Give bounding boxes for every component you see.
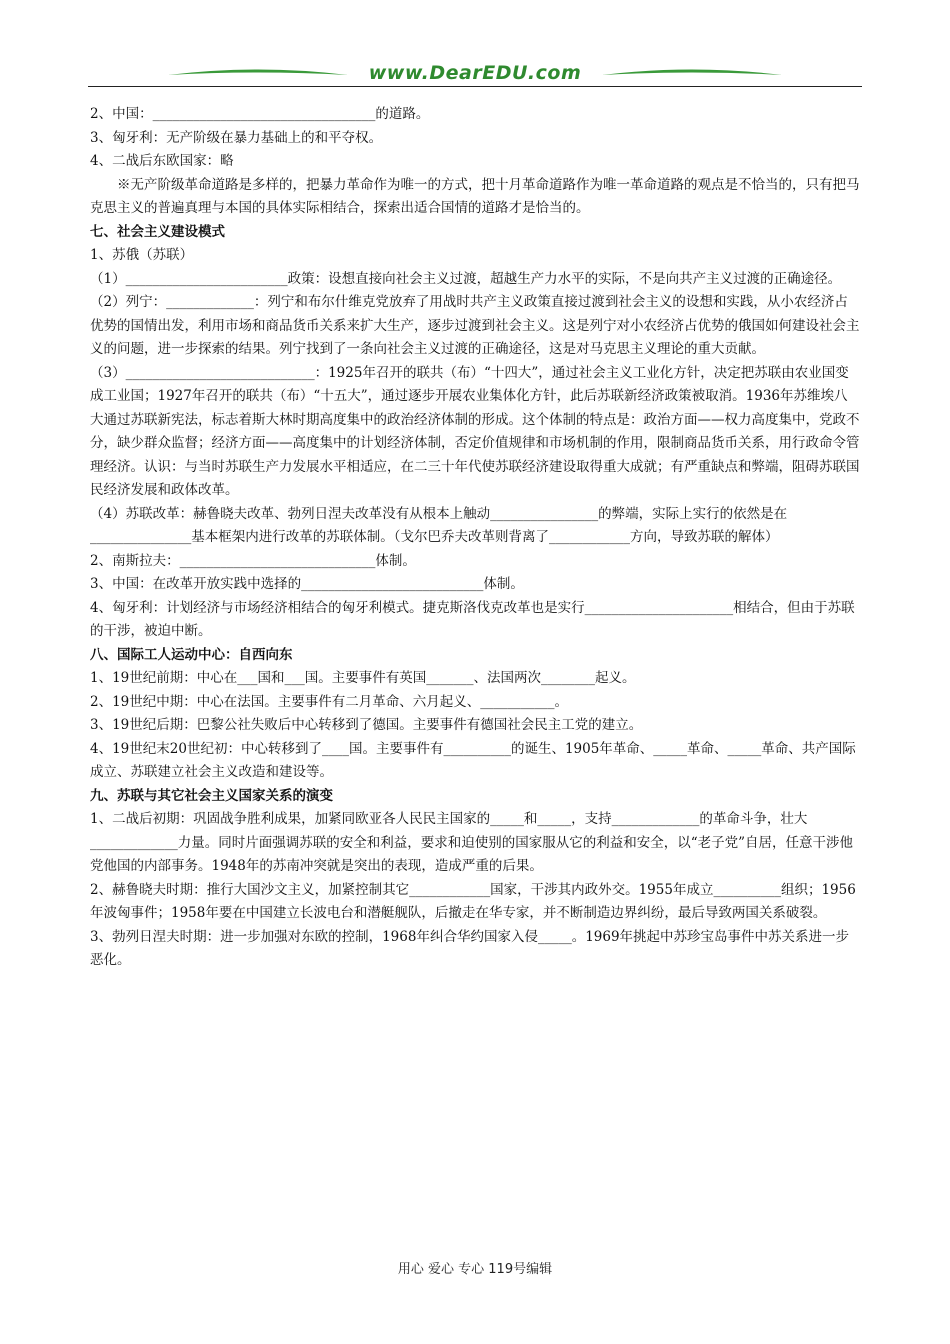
page-header: [88, 58, 862, 92]
paragraph: 2、19世纪中期：中心在法国。主要事件有二月革命、六月起义、___________。: [90, 693, 569, 710]
paragraph: 3、匈牙利：无产阶级在暴力基础上的和平夺权。: [90, 129, 383, 146]
page-footer: 用心 爱心 专心 119号编辑: [397, 1262, 553, 1277]
paragraph: 1、19世纪前期：中心在___国和___国。主要事件有英国_______、法国两次________起义。: [90, 670, 636, 686]
paragraph: 3、勃列日涅夫时期：进一步加强对东欧的控制，1968年纠合华约国家入侵_____。1969年挑起中苏珍宝岛事件中苏关系进一步恶化。: [90, 928, 850, 968]
paragraph: ※无产阶级革命道路是多样的，把暴力革命作为唯一的方式，把十月革命道路作为唯一革命道路的观点是不恰当的，只有把马克思主义的普遍真理与本国的具体实际相结合，探索出适合国情的道路才是恰当的。: [90, 176, 860, 216]
paragraph: （3）____________________________：1925年召开的联共（布）“十四大”，通过社会主义工业化方针，决定把苏联由农业国变成工业国；1927年召开的联共（布）“十五大”，通过逐步开展农业集体化方针，此后苏联新经济政策被取消。1936年苏维埃八大通过苏联新宪法，标志着斯大林时期高度集中的政治经济体制的形成。这个体制的特点是：政治方面——权力高度集中，党政不分，缺少群众监督；经济方面——高度集中的计划经济体制，否定价值规律和市场机制的作用，限制商品货币关系，用行政命令管理经济。认识：与当时苏联生产力发展水平相适应，在二三十年代使苏联经济建设取得重大成就；有严重缺点和弊端，阻碍苏联国民经济发展和政体改革。: [90, 364, 860, 498]
paragraph: 2、中国：_________________________________的道路。: [90, 106, 430, 122]
paragraph: （2）列宁：_____________：列宁和布尔什维克党放弃了用战时共产主义政策直接过渡到社会主义的设想和实践，从小农经济占优势的国情出发，利用市场和商品货币关系来扩大生产，逐步过渡到社会主义。这是列宁对小农经济占优势的俄国如何建设社会主义的问题，进一步探索的结果。列宁找到了一条向社会主义过渡的正确途径，这是对马克思主义理论的重大贡献。: [90, 294, 860, 357]
paragraph: 4、二战后东欧国家：略: [90, 153, 234, 169]
left-swoosh-icon: [168, 66, 348, 80]
section-heading: 七、社会主义建设模式: [90, 223, 225, 240]
paragraph: （1）________________________政策：设想直接向社会主义过渡，超越生产力水平的实际，不是向共产主义过渡的正确途径。: [90, 270, 842, 287]
paragraph: 4、19世纪末20世纪初：中心转移到了____国。主要事件有__________的诞生、1905年革命、_____革命、_____革命、共产国际成立、苏联建立社会主义改造和建设等。: [90, 740, 856, 780]
header-rule: [88, 86, 862, 87]
site-logo-text: www.DearEDU.com: [368, 62, 582, 84]
paragraph: 1、二战后初期：巩固战争胜利成果，加紧同欧亚各人民民主国家的_____和_____，支持_____________的革命斗争，壮大_____________力量。同时片面强调苏联的安全和利益，要求和迫使别的国家服从它的利益和安全，以“老子党”自居，任意干涉他党他国的内部事务。1948年的苏南冲突就是突出的表现，造成严重的后果。: [90, 811, 854, 874]
site-logo: [88, 62, 862, 84]
paragraph: 3、19世纪后期：巴黎公社失败后中心转移到了德国。主要事件有德国社会民主工党的建立。: [90, 717, 643, 733]
paragraph: 3、中国：在改革开放实践中选择的___________________________体制。: [90, 576, 524, 592]
paragraph: 2、南斯拉夫：_____________________________体制。: [90, 552, 416, 569]
paragraph: 4、匈牙利：计划经济与市场经济相结合的匈牙利模式。捷克斯洛伐克改革也是实行______________________相结合，但由于苏联的干涉，被迫中断。: [90, 599, 855, 639]
section-heading: 八、国际工人运动中心：自西向东: [90, 646, 293, 663]
document-body: [90, 103, 860, 973]
right-swoosh-icon: [602, 66, 782, 80]
section-heading: 九、苏联与其它社会主义国家关系的演变: [90, 787, 333, 804]
paragraph: 2、赫鲁晓夫时期：推行大国沙文主义，加紧控制其它____________国家，干涉其内政外交。1955年成立__________组织；1956年波匈事件；1958年要在中国建立长波电台和潜艇舰队，后撤走在华专家，并不断制造边界纠纷，最后导致两国关系破裂。: [90, 881, 856, 921]
paragraph: 1、苏俄（苏联）: [90, 247, 194, 263]
paragraph: （4）苏联改革：赫鲁晓夫改革、勃列日涅夫改革没有从根本上触动________________的弊端，实际上实行的依然是在_______________基本框架内进行改革的苏联体制。（戈尔巴乔夫改革则背离了____________方向，导致苏联的解体）: [90, 505, 788, 545]
